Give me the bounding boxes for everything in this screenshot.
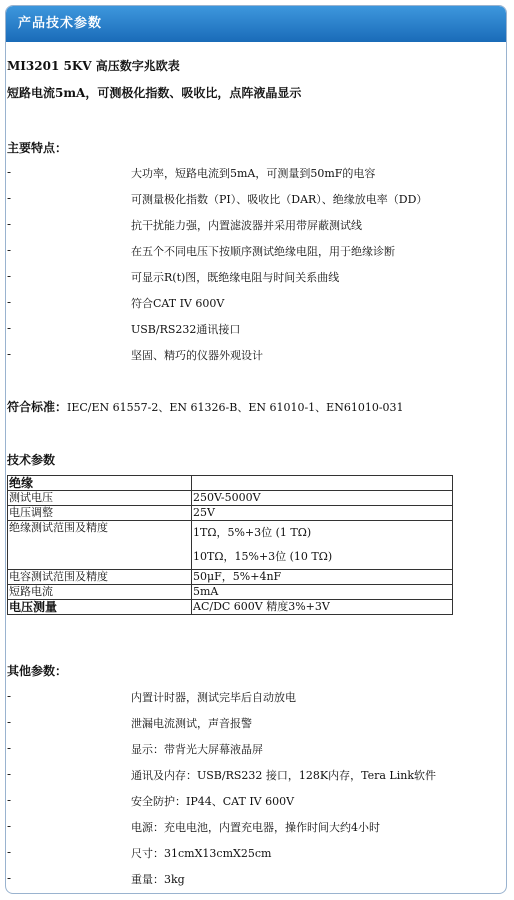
spec-value: 25V bbox=[192, 506, 453, 521]
features-heading: 主要特点： bbox=[7, 141, 68, 155]
spec-value bbox=[192, 476, 453, 491]
spec-label: 电容测试范围及精度 bbox=[8, 570, 192, 585]
feature-bullet: - bbox=[7, 321, 12, 335]
spec-value: 250V-5000V bbox=[192, 491, 453, 506]
panel-header: 产品技术参数 bbox=[6, 6, 506, 42]
feature-bullet: - bbox=[7, 269, 12, 283]
spec-table bbox=[7, 475, 453, 615]
spec-label: 电压调整 bbox=[8, 506, 192, 521]
standards-line bbox=[7, 398, 404, 415]
other-item: 通讯及内存：USB/RS232 接口，128K内存，Tera Link软件 bbox=[131, 769, 436, 782]
table-row bbox=[8, 491, 453, 506]
specs-heading: 技术参数 bbox=[7, 453, 56, 467]
spec-value bbox=[192, 521, 453, 570]
spec-value-line: 1TΩ，5%+3位 (1 TΩ) bbox=[193, 526, 312, 539]
feature-bullet: - bbox=[7, 347, 12, 361]
spec-value-line: 10TΩ，15%+3位 (10 TΩ) bbox=[193, 550, 333, 563]
product-title: MI3201 5KV 高压数字兆欧表 bbox=[7, 59, 180, 73]
product-subtitle: 短路电流5mA，可测极化指数、吸收比，点阵液晶显示 bbox=[7, 86, 302, 100]
other-bullet: - bbox=[7, 871, 12, 885]
feature-bullet: - bbox=[7, 165, 12, 179]
spec-label: 绝缘 bbox=[8, 476, 192, 491]
table-row bbox=[8, 506, 453, 521]
other-item: 安全防护：IP44、CAT IV 600V bbox=[131, 795, 295, 808]
feature-bullet: - bbox=[7, 295, 12, 309]
other-item: 泄漏电流测试，声音报警 bbox=[131, 717, 252, 730]
spec-label: 绝缘测试范围及精度 bbox=[8, 521, 192, 570]
other-item: 内置计时器，测试完毕后自动放电 bbox=[131, 691, 296, 704]
other-item: 重量：3kg bbox=[131, 873, 185, 886]
feature-item: 抗干扰能力强，内置滤波器并采用带屏蔽测试线 bbox=[131, 219, 362, 232]
feature-bullet: - bbox=[7, 243, 12, 257]
spec-value: 50μF，5%+4nF bbox=[192, 570, 453, 585]
feature-item: 在五个不同电压下按顺序测试绝缘电阻，用于绝缘诊断 bbox=[131, 245, 395, 258]
other-bullet: - bbox=[7, 819, 12, 833]
feature-item: USB/RS232通讯接口 bbox=[131, 323, 241, 336]
other-bullet: - bbox=[7, 715, 12, 729]
table-row bbox=[8, 600, 453, 615]
feature-item: 坚固、精巧的仪器外观设计 bbox=[131, 349, 263, 362]
spec-value: AC/DC 600V 精度3%+3V bbox=[192, 600, 453, 615]
table-row bbox=[8, 570, 453, 585]
feature-item: 大功率，短路电流到5mA，可测量到50mF的电容 bbox=[131, 167, 376, 180]
spec-label: 短路电流 bbox=[8, 585, 192, 600]
feature-item: 符合CAT IV 600V bbox=[131, 297, 225, 310]
feature-bullet: - bbox=[7, 217, 12, 231]
spec-label: 电压测量 bbox=[8, 600, 192, 615]
other-heading: 其他参数： bbox=[7, 664, 68, 678]
standards-value: IEC/EN 61557-2、EN 61326-B、EN 61010-1、EN61010-031 bbox=[67, 401, 404, 414]
standards-label: 符合标准： bbox=[7, 400, 68, 414]
feature-item: 可显示R(t)图，既绝缘电阻与时间关系曲线 bbox=[131, 271, 340, 284]
feature-bullet: - bbox=[7, 191, 12, 205]
other-bullet: - bbox=[7, 845, 12, 859]
table-row bbox=[8, 521, 453, 570]
table-row bbox=[8, 585, 453, 600]
other-bullet: - bbox=[7, 689, 12, 703]
other-bullet: - bbox=[7, 741, 12, 755]
other-bullet: - bbox=[7, 767, 12, 781]
other-bullet: - bbox=[7, 793, 12, 807]
other-item: 显示：带背光大屏幕液晶屏 bbox=[131, 743, 263, 756]
spec-label: 测试电压 bbox=[8, 491, 192, 506]
other-item: 尺寸：31cmX13cmX25cm bbox=[131, 847, 272, 860]
spec-value: 5mA bbox=[192, 585, 453, 600]
other-item: 电源：充电电池，内置充电器，操作时间大约4小时 bbox=[131, 821, 380, 834]
table-row bbox=[8, 476, 453, 491]
product-spec-panel bbox=[5, 5, 507, 894]
feature-item: 可测量极化指数（PI）、吸收比（DAR）、绝缘放电率（DD） bbox=[131, 193, 428, 206]
